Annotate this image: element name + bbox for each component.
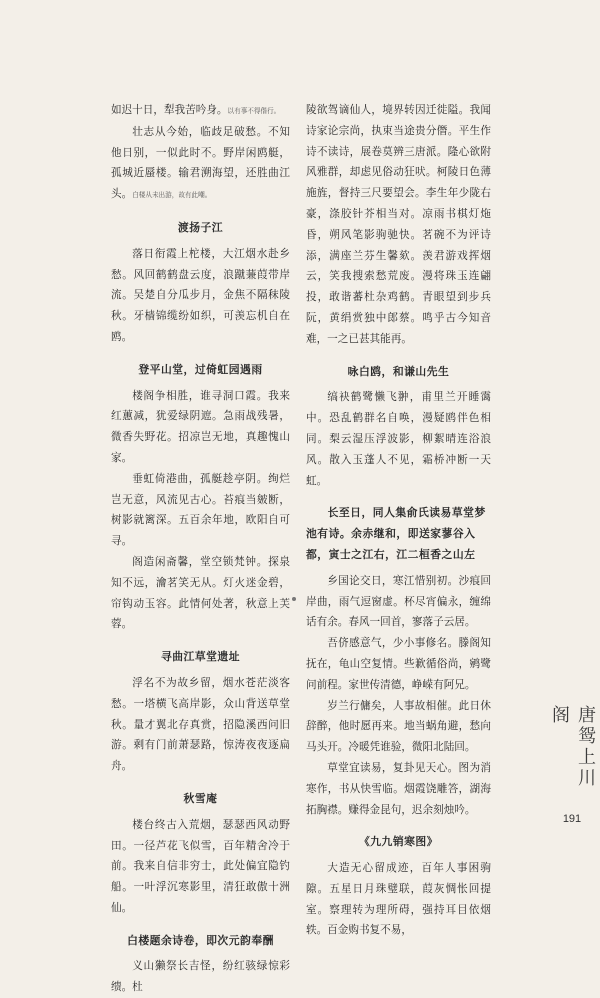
running-title: 唐鸳上川阁	[549, 705, 596, 789]
poem-continuation: 如迟十日，犁我苦吟身。以有事不得偕行。	[111, 104, 281, 116]
poem-continuation: 陵欲驾谪仙人，境界转因迁徙隘。我闻诗家论宗尚，执束当途贵分僭。平生作诗不读诗，展卷莫辨三唐派。隆心欲附风雅群，却虑见俗动狂吠。柯陵日色薄施旌，督持三尺要望会。李生年少陇右豪，涤胶针芥相当对。凉雨书棋灯炧昏，朔风笔影驹驰快。茗碗不为评诗添，满座兰芬生馨欬。羡君游戏挥烟云，笑我搜索愁荒废。漫将珠玉连翩投，敢谐蕃杜杂鸡鹤。青眼望到步兵阮，黄绢赏独中郎蔡。鸣乎古今知音难，一之已甚其能再。	[306, 104, 491, 345]
poem-body: 楼台终古入荒烟，瑟瑟西风动野田。一径芦花飞似雪，百年精舍冷于前。我来自信非穷士，此处偏宜隐钓船。一叶浮沉寒影里，清狂敢傲十洲仙。	[111, 818, 290, 914]
poem-stanza: 垂虹倚港曲，孤艇趁亭阴。绚烂岂无意，风流见古心。苔痕当皴断，树影就篱深。五百余年地，欧阳自可寻。	[111, 472, 290, 548]
annotation: 以有事不得偕行。	[227, 107, 281, 115]
poem-body: 大造无心留成迹，百年人事困驹隙。五星日月珠璧联，葭灰惆怅回提室。察理转为理所碍，强持耳目依烟轶。百金购书复不易，	[306, 862, 491, 937]
poem-title: 白楼题余诗卷，即次元韵奉酬	[127, 933, 274, 947]
left-column	[111, 100, 290, 998]
poem-stanza: 乡国论交日，寒江惜别初。沙痕回岸曲，雨气逗窗虚。杯尽宵偏永，缠绵话有余。春风一回首，寥落子云居。	[306, 574, 491, 629]
poem-title: 渡扬子江	[177, 220, 224, 234]
poem-body: 缟袂鹤鹭懒飞翀，甫里兰开睡霭中。恐乱鹤群名自唤，漫疑鸥伴色相同。梨云湿压浮波影，柳絮晴连浴浪风。散入玉蓬人不见，霜桥冲断一天虹。	[306, 391, 491, 487]
poem-title: 《九九销寒图》	[358, 835, 439, 849]
poem-title: 寻曲江草堂遗址	[160, 650, 241, 664]
page-sidebar	[548, 705, 596, 825]
poem-stanza: 岁兰行傭矣，人事故相催。此日休辞醉，他时愿再来。地当蜗角避，愁向马头开。冷暖凭谁验，微阳北陆回。	[306, 699, 491, 754]
poem-body: 落日衔霞上柁楼，大江烟水赴乡愁。风回鹤鹤盘云度，浪蹴蒹葭带岸流。吴楚自分瓜步月，金焦不隔秣陵秋。牙樯锦缆纷如织，可羡忘机自在鸥。	[111, 247, 290, 343]
poem-title: 咏白鸥，和谦山先生	[347, 364, 450, 378]
poem-title: 登平山堂，过倚虹园遇雨	[138, 362, 263, 376]
poem-stanza: 壮志从今始，临歧足破愁。不知他日别，一似此时不。野岸闲鸥艇，孤城近蜃楼。输君溯海望，还胜曲江头。白楼从未出游，故有此嘲。	[111, 125, 290, 201]
annotation: 白楼从未出游，故有此嘲。	[132, 191, 212, 200]
page-number: 191	[562, 813, 582, 825]
poem-title: 长至日，同人集俞氏读易草堂梦池有诗。余赤继和，即送家蓼谷入都，寅士之江右，江二桓香之山左	[306, 506, 486, 561]
poem-stanza: 吾侪感意气，少小事修名。滕阁知抚在，龟山空复情。些歉循俗尚，鹓鹭问前程。家世传清德，峥嵘有阿兄。	[306, 637, 491, 691]
poem-stanza: 阁造闲斋馨，堂空锁梵钟。探泉知不远，瀹茗笑无从。灯火迷金碧，帘钩动玉容。此情何处著，秋意上芙蓉。	[111, 555, 290, 631]
ink-dot	[292, 597, 296, 601]
right-column	[306, 100, 491, 941]
poem-body: 义山獭祭长吉怪，纷红骇绿惊彩缋。杜	[111, 960, 290, 994]
poem-title: 秋雪庵	[183, 791, 218, 805]
poem-stanza: 草堂宜读易，复卦见天心。图为消寒作，书从快雪临。烟霞饶雕答，湖海拓胸襟。赚得金昆句，迟余刻烛吟。	[306, 761, 491, 816]
poem-stanza: 楼阁争相胜，谁寻洞口霞。我来红蕙减，犹爱绿阴遮。急雨战残暑，微香失野花。招凉岂无地，真趣愧山家。	[111, 389, 290, 464]
poem-body: 浮名不为故乡留，烟水苍茫淡客愁。一塔横飞高岸影，众山背送草堂秋。量才翼北存真赏，招隐溪西问旧游。剩有门前萧瑟路，惊涛夜夜逐扁舟。	[111, 676, 290, 773]
